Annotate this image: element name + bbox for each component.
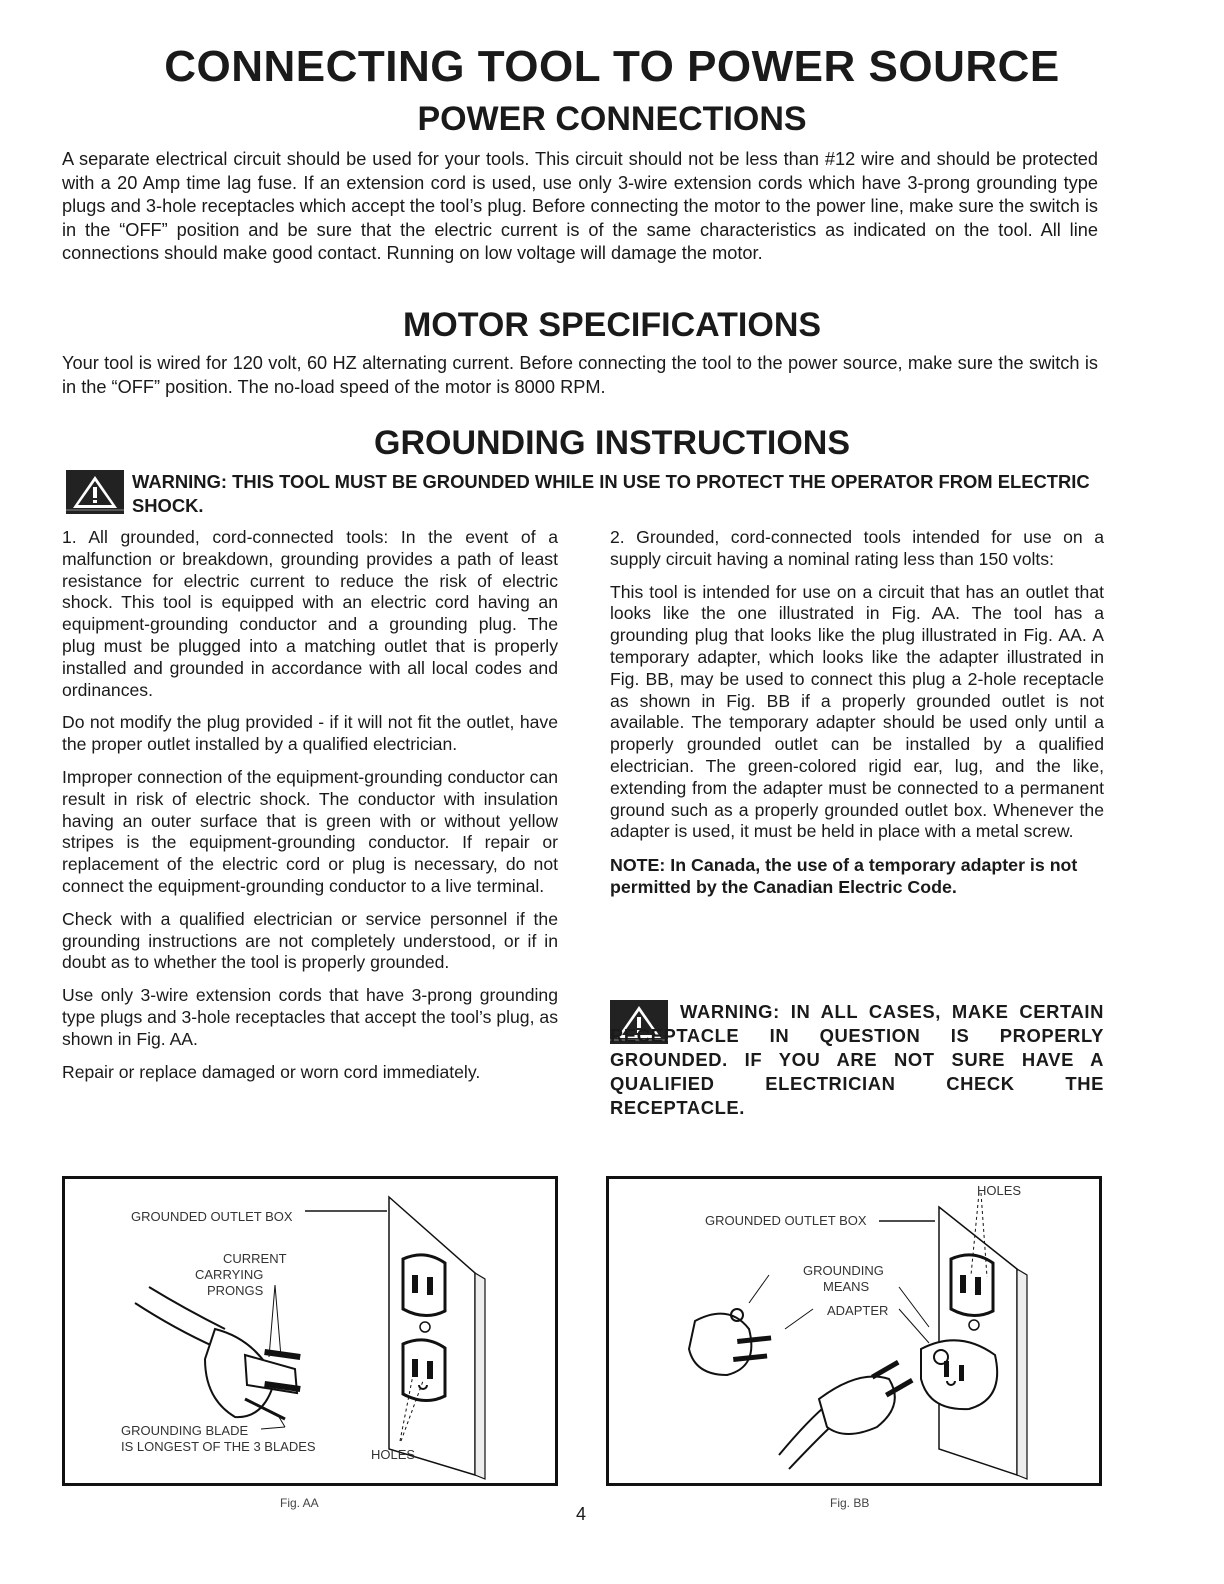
figure-aa-blade-label: GROUNDING BLADE <box>121 1423 249 1438</box>
left-paragraph: Improper connection of the equipment-grounding conductor can result in risk of electric shock. The conductor with insulation having an outer surface that is green with or without yellow stripes is the equipment-grounding conductor. If repair or replacement of the electric cord or plug is necessary, do not connect the equipment-grounding conductor to a live terminal. <box>62 766 558 896</box>
grounding-instructions-heading: GROUNDING INSTRUCTIONS <box>374 424 850 462</box>
power-connections-text: A separate electrical circuit should be used for your tools. This circuit should not be less than #12 wire and should be protected with a 20 Amp time lag fuse. If an extension cord is used, use only 3-wire extension cords which have 3-prong grounding type plugs and 3-hole receptacles which accept the tool’s plug. Before connecting the motor to the power line, make sure the switch is in the “OFF” position and be sure that the electric current is of the same characteristics as indicated on the tool. All line connections should make good contact. Running on low voltage will damage the motor. <box>62 149 1098 264</box>
grounding-warning: WARNING: THIS TOOL MUST BE GROUNDED WHILE IN USE TO PROTECT THE OPERATOR FROM ELECTRIC SHOCK. <box>132 471 1090 516</box>
figure-bb-grounding-label: GROUNDING <box>803 1263 884 1278</box>
canada-note: NOTE: In Canada, the use of a temporary adapter is not permitted by the Canadian Electric Code. <box>610 855 1078 898</box>
left-paragraph: 1. All grounded, cord-connected tools: In the event of a malfunction or breakdown, grounding provides a path of least resistance for electric current to reduce the risk of electric shock. This tool is equipped with an electric cord having an equipment-grounding conductor and a grounding plug. The plug must be plugged into a matching outlet that is properly installed and grounded in accordance with all local codes and ordinances. <box>62 527 558 700</box>
figure-aa-blade-length-label: IS LONGEST OF THE 3 BLADES <box>121 1439 316 1454</box>
figure-bb <box>606 1176 1102 1486</box>
right-paragraph: 2. Grounded, cord-connected tools intended for use on a supply circuit having a nominal rating less than 150 volts: <box>610 527 1104 569</box>
left-paragraph: Use only 3-wire extension cords that have 3-prong grounding type plugs and 3-hole receptacles that accept the tool’s plug, as shown in Fig. AA. <box>62 985 558 1049</box>
page-number: 4 <box>576 1504 587 1524</box>
right-paragraph: This tool is intended for use on a circuit that has an outlet that looks like the one illustrated in Fig. AA. The tool has a grounding plug that looks like the plug illustrated in Fig. AA. A temporary adapter, which looks like the adapter illustrated in Fig. BB, may be used to connect this plug a 2-hole receptacle as shown in Fig. BB if a properly grounded outlet is not available. The temporary adapter should be used only until a properly grounded outlet can be installed by a qualified electrician. The green-colored rigid ear, lug, and the like, extending from the adapter must be connected to a permanent ground such as a properly grounded outlet box. Whenever the adapter is used, it must be held in place with a metal screw. <box>610 581 1104 842</box>
left-paragraph: Repair or replace damaged or worn cord immediately. <box>62 1061 481 1082</box>
figure-aa-current-label: CURRENT <box>223 1251 287 1266</box>
figure-bb-outlet-box-label: GROUNDED OUTLET BOX <box>705 1213 867 1228</box>
figure-bb-caption: Fig. BB <box>830 1496 870 1510</box>
figure-aa-holes-label: HOLES <box>371 1447 416 1462</box>
figure-aa-prongs-label: PRONGS <box>207 1283 264 1298</box>
motor-specifications-heading: MOTOR SPECIFICATIONS <box>402 306 822 344</box>
figure-aa-caption: Fig. AA <box>280 1496 319 1510</box>
figure-aa <box>62 1176 558 1486</box>
power-connections-heading: POWER CONNECTIONS <box>417 100 807 138</box>
left-column <box>62 527 558 1094</box>
motor-specifications-text: Your tool is wired for 120 volt, 60 HZ alternating current. Before connecting the tool to the power source, make sure the switch is in the “OFF” position. The no-load speed of the motor is 8000 RPM. <box>62 353 1098 397</box>
figure-bb-adapter-label: ADAPTER <box>827 1303 889 1318</box>
left-paragraph: Do not modify the plug provided - if it will not fit the outlet, have the proper outlet installed by a qualified electrician. <box>62 712 558 755</box>
page-title: CONNECTING TOOL TO POWER SOURCE <box>164 42 1060 91</box>
figure-bb-means-label: MEANS <box>823 1279 870 1294</box>
figure-bb-holes-label: HOLES <box>977 1183 1022 1198</box>
figure-aa-outlet-box-label: GROUNDED OUTLET BOX <box>131 1209 293 1224</box>
figure-bb-drawing <box>609 1179 1099 1483</box>
right-column <box>610 527 1104 909</box>
receptacle-warning: WARNING: IN ALL CASES, MAKE CERTAIN RECEPTACLE IN QUESTION IS PROPERLY GROUNDED. IF YOU ARE NOT SURE HAVE A QUALIFIED ELECTRICIAN CHECK THE RECEPTACLE. <box>610 1001 1104 1118</box>
warning-triangle-icon <box>66 470 124 514</box>
figure-aa-drawing <box>65 1179 555 1483</box>
figure-aa-carrying-label: CARRYING <box>195 1267 264 1282</box>
left-paragraph: Check with a qualified electrician or service personnel if the grounding instructions are not completely understood, or if in doubt as to whether the tool is properly grounded. <box>62 908 558 973</box>
